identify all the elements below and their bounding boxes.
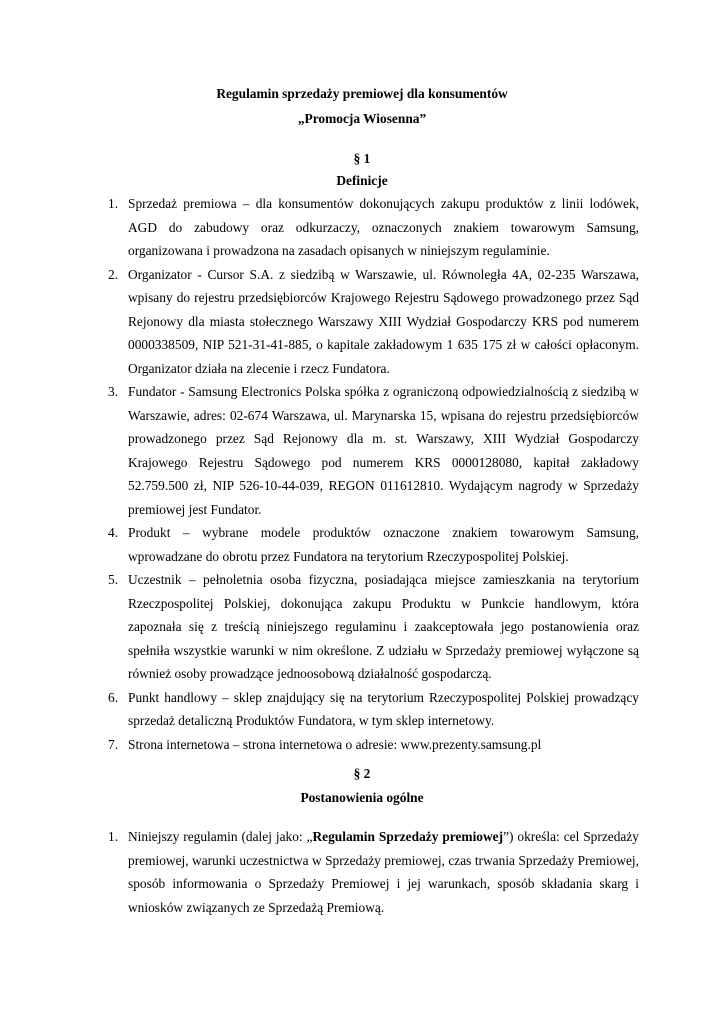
item-number: 1.	[108, 196, 119, 211]
item-text: Uczestnik – pełnoletnia osoba fizyczna, posiadająca miejsce zamieszkania na terytorium Rzeczpospolitej Polskiej, dokonująca zakupu Produktu w Punkcie handlowym, która zapoznała się z treścią niniejszego regulaminu i zaakceptowała jego postanowienia oraz spełniła wszystkie warunki w nim określone. Z udziału w Sprzedaży premiowej wyłączone są również osoby prowadzące jednoosobową działalność gospodarczą.	[128, 572, 639, 681]
item-number: 5.	[108, 572, 119, 587]
list-item	[108, 263, 639, 381]
section-2-heading: Postanowienia ogólne	[300, 790, 424, 805]
document-title: Regulamin sprzedaży premiowej dla konsumentów	[216, 86, 508, 101]
list-item	[108, 733, 639, 757]
item-number: 6.	[108, 689, 119, 705]
section-1-heading: Definicje	[336, 173, 388, 188]
section-1-number: § 1	[353, 151, 371, 166]
list-item	[108, 521, 639, 568]
item-number: 7.	[108, 736, 119, 752]
item-number: 4.	[108, 525, 119, 540]
item-text-end: ”) określa: cel Sprzedaży premiowej, warunki uczestnictwa w Sprzedaży premiowej, czas trwania Sprzedaży Premiowej, sposób informowania o Sprzedaży Premiowej i jej warunkach, sposób składania skarg i wniosków związanych ze Sprzedażą Premiową.	[128, 829, 639, 915]
list-item	[108, 686, 639, 733]
item-number: 2.	[108, 266, 119, 282]
document-subtitle: „Promocja Wiosenna”	[297, 111, 427, 126]
item-text-start: Niniejszy regulamin (dalej jako: „	[128, 829, 313, 844]
item-number: 3.	[108, 384, 119, 399]
definitions-list	[108, 192, 639, 756]
list-item	[108, 825, 639, 919]
list-item	[108, 380, 639, 521]
item-text: Produkt – wybrane modele produktów oznaczone znakiem towarowym Samsung, wprowadzane do obrotu przez Fundatora na terytorium Rzeczypospolitej Polskiej.	[128, 525, 639, 564]
item-text: Organizator - Cursor S.A. z siedzibą w Warszawie, ul. Równoległa 4A, 02-235 Warszawa, wpisany do rejestru przedsiębiorców Krajowego Rejestru Sądowego prowadzonego przez Sąd Rejonowy dla miasta stołecznego Warszawy XIII Wydział Gospodarczy KRS pod numerem 0000338509, NIP 521-31-41-885, o kapitale zakładowym 1 635 175 zł w całości opłaconym. Organizator działa na zlecenie i rzecz Fundatora.	[128, 266, 639, 376]
list-item	[108, 568, 639, 686]
regulation-name: Regulamin Sprzedaży premiowej	[312, 829, 504, 844]
item-number: 1.	[108, 829, 119, 844]
item-text: Strona internetowa – strona internetowa o adresie: www.prezenty.samsung.pl	[128, 736, 542, 752]
item-text: Punkt handlowy – sklep znajdujący się na terytorium Rzeczypospolitej Polskiej prowadzący sprzedaż detaliczną Produktów Fundatora, w tym sklep internetowy.	[128, 689, 639, 728]
general-provisions-list	[108, 825, 639, 919]
section-2-number: § 2	[353, 766, 371, 781]
item-text: Fundator - Samsung Electronics Polska spółka z ograniczoną odpowiedzialnością z siedzibą w Warszawie, adres: 02-674 Warszawa, ul. Marynarska 15, wpisana do rejestru przedsiębiorców prowadzonego przez Sąd Rejonowy dla m. st. Warszawy, XIII Wydział Gospodarczy Krajowego Rejestru Sądowego pod numerem KRS 0000128080, kapitał zakładowy 52.759.500 zł, NIP 526-10-44-039, REGON 011612810. Wydającym nagrody w Sprzedaży premiowej jest Fundator.	[128, 384, 639, 517]
item-text: Sprzedaż premiowa – dla konsumentów dokonujących zakupu produktów z linii lodówek, AGD do zabudowy oraz odkurzaczy, oznaczonych znakiem towarowym Samsung, organizowana i prowadzona na zasadach opisanych w niniejszym regulaminie.	[128, 196, 639, 258]
list-item	[108, 192, 639, 263]
